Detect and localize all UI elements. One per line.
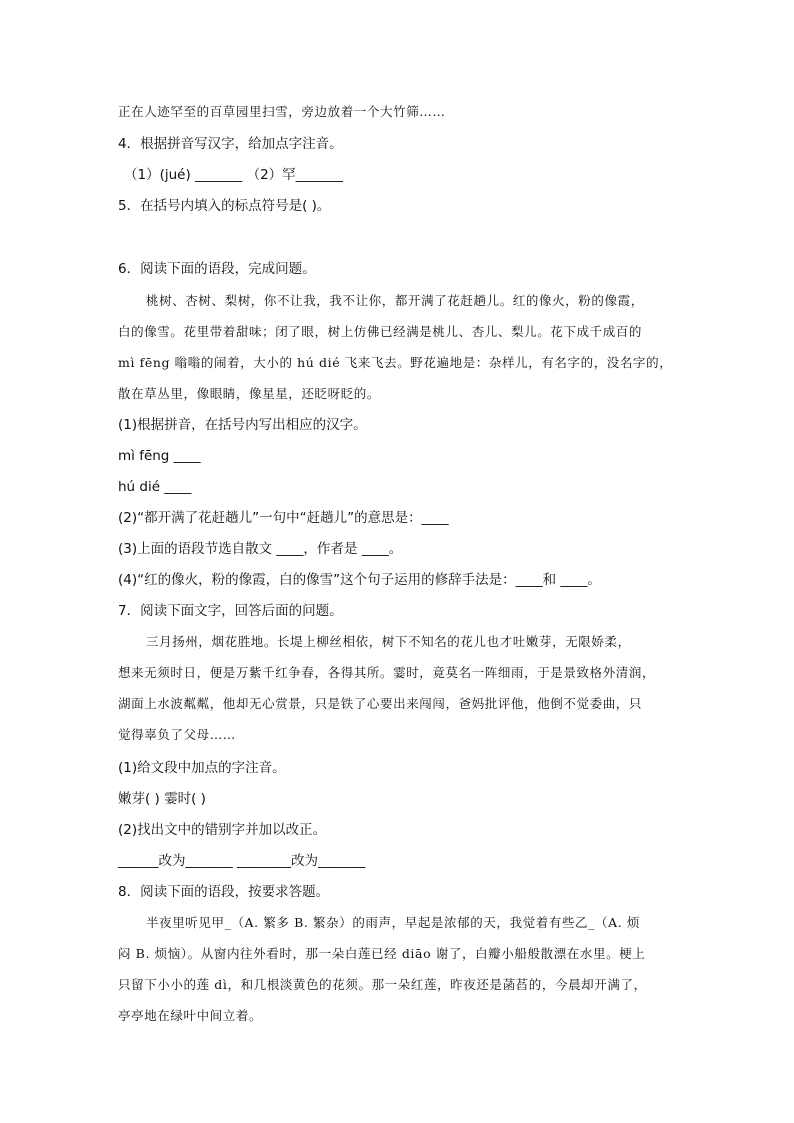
question-7-sub-1: (1)给文段中加点的字注音。 bbox=[118, 760, 286, 776]
question-6-heading: 6．阅读下面的语段，完成问题。 bbox=[118, 261, 316, 277]
passage-7-line: 三月扬州，烟花胜地。长堤上柳丝相依，树下不知名的花儿也才吐嫩芽，无限娇柔， bbox=[146, 634, 631, 649]
question-6-answer-line: mì fēng ____ bbox=[118, 448, 201, 464]
question-7-sub-2: (2)找出文中的错别字并加以改正。 bbox=[118, 822, 327, 838]
question-5-heading: 5．在括号内填入的标点符号是( )。 bbox=[118, 198, 331, 214]
passage-6-line: 散在草丛里，像眼睛，像星星，还眨呀眨的。 bbox=[118, 386, 381, 401]
question-4-items: （1）(jué) _______ （2）罕_______ bbox=[124, 167, 343, 183]
question-6-sub-4: (4)“红的像火，粉的像霞，白的像雪”这个句子运用的修辞手法是：____和 ____。 bbox=[118, 572, 601, 588]
text-line: 正在人迹罕至的百草园里扫雪，旁边放着一个大竹筛…… bbox=[118, 104, 446, 119]
passage-8-line: 只留下小小的莲 dì，和几根淡黄色的花须。那一朵红莲，昨夜还是菡萏的，今晨却开满了， bbox=[118, 977, 647, 992]
passage-8-line: 半夜里听见甲_（A. 繁多 B. 繁杂）的雨声，早起是浓郁的天，我觉着有些乙_（A. 烦 bbox=[146, 915, 640, 930]
question-4-heading: 4．根据拼音写汉字，给加点字注音。 bbox=[118, 136, 343, 152]
passage-7-line: 湖面上水波粼粼，他却无心赏景，只是铁了心要出来闯闯，爸妈批评他，他倒不觉委曲，只 bbox=[118, 696, 643, 711]
passage-7-line: 想来无须时日，便是万紫千红争春，各得其所。霎时，竟莫名一阵细雨，于是景致格外清润， bbox=[118, 665, 656, 680]
question-7-heading: 7．阅读下面文字，回答后面的问题。 bbox=[118, 603, 343, 619]
question-7-answer-line: ______改为_______ ________改为_______ bbox=[118, 853, 366, 869]
question-6-sub-1: (1)根据拼音，在括号内写出相应的汉字。 bbox=[118, 417, 367, 433]
passage-6-line: 桃树、杏树、梨树，你不让我，我不让你，都开满了花赶趟儿。红的像火，粉的像霞， bbox=[146, 293, 644, 308]
passage-7-line: 觉得辜负了父母…… bbox=[118, 727, 236, 742]
passage-8-line: 闷 B. 烦恼）。从窗内往外看时，那一朵白莲已经 diāo 谢了，白瓣小船般散漂在水里。梗上 bbox=[118, 946, 646, 961]
passage-8-line: 亭亭地在绿叶中间立着。 bbox=[118, 1008, 263, 1023]
passage-6-line: mì fēng 嗡嗡的闹着，大小的 hú dié 飞来飞去。野花遍地是：杂样儿，有名字的，没名字的， bbox=[118, 355, 673, 370]
question-8-heading: 8．阅读下面的语段，按要求答题。 bbox=[118, 884, 330, 900]
question-6-answer-line: hú dié ____ bbox=[118, 479, 192, 495]
question-7-answer-line: 嫩芽( ) 霎时( ) bbox=[118, 791, 206, 807]
passage-6-line: 白的像雪。花里带着甜味；闭了眼，树上仿佛已经满是桃儿、杏儿、梨儿。花下成千成百的 bbox=[118, 324, 643, 339]
question-6-sub-2: (2)“都开满了花赶趟儿”一句中“赶趟儿”的意思是：____ bbox=[118, 510, 449, 526]
question-6-sub-3: (3)上面的语段节选自散文 ____，作者是 ____。 bbox=[118, 541, 403, 557]
